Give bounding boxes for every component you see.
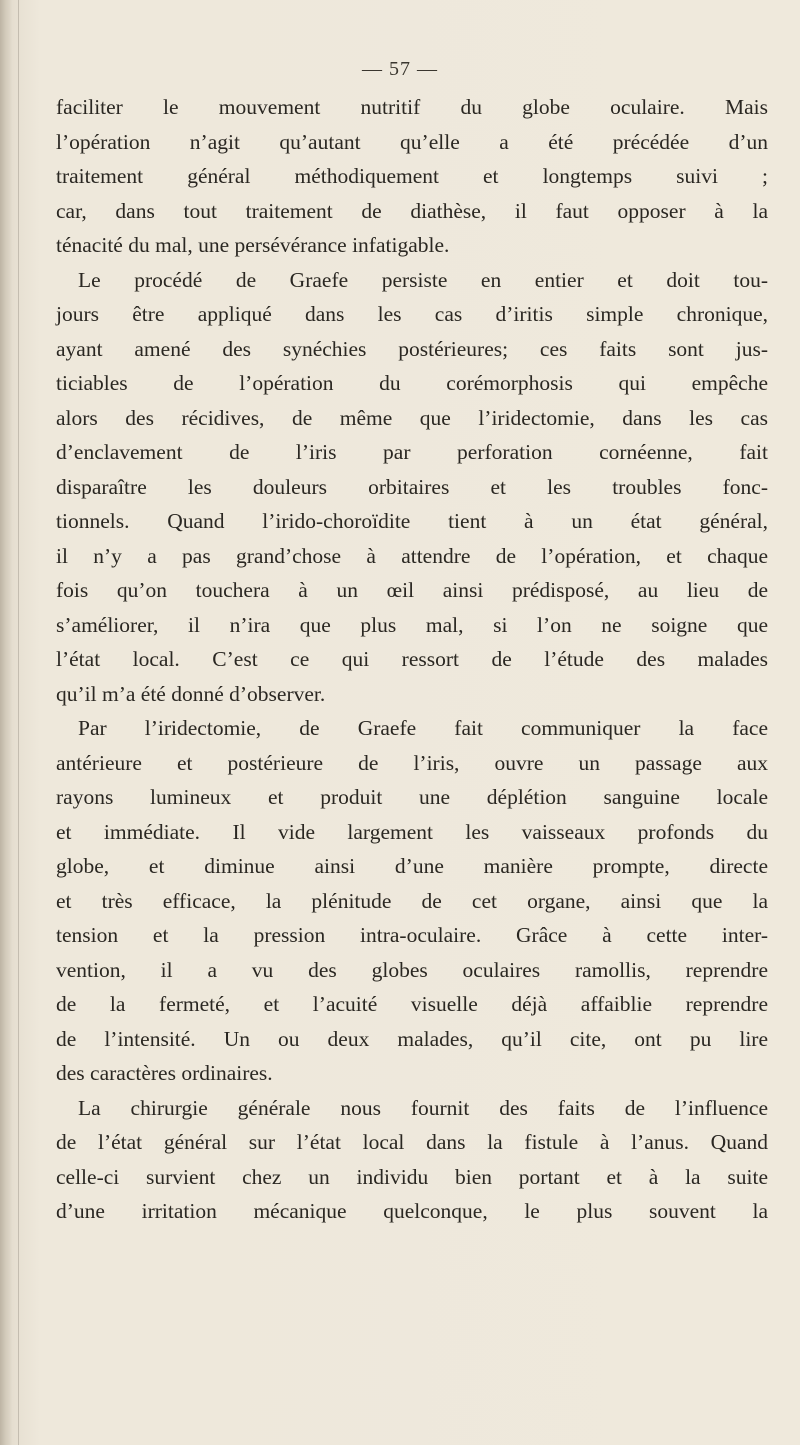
text-line: d’enclavement de l’iris par perforation cornéenne, fait xyxy=(56,440,768,464)
text-line: tension et la pression intra-oculaire. Grâce à cette inter- xyxy=(56,923,768,947)
text-line: des caractères ordinaires. xyxy=(56,1061,273,1085)
text-line: tionnels. Quand l’irido-choroïdite tient à un état général, xyxy=(56,509,768,533)
text-line: et immédiate. Il vide largement les vaisseaux profonds du xyxy=(56,819,768,844)
text-line: alors des récidives, de même que l’iridectomie, dans les cas xyxy=(56,405,768,430)
text-line: car, dans tout traitement de diathèse, il faut opposer à la xyxy=(56,198,768,223)
text-line: jours être appliqué dans les cas d’iritis simple chronique, xyxy=(56,302,768,326)
page-number: — 57 — xyxy=(362,58,438,80)
text-line: ténacité du mal, une persévérance infatigable. xyxy=(56,233,450,257)
text-line: ticiables de l’opération du corémorphosis qui empêche xyxy=(56,371,768,395)
text-line: l’opération n’agit qu’autant qu’elle a été précédée d’un xyxy=(56,129,768,154)
text-line: vention, il a vu des globes oculaires ramollis, reprendre xyxy=(56,957,768,982)
body-text xyxy=(56,90,768,1229)
text-line: celle-ci survient chez un individu bien portant et à la suite xyxy=(56,1164,768,1189)
text-line: de la fermeté, et l’acuité visuelle déjà affaiblie reprendre xyxy=(56,992,768,1016)
text-line: La chirurgie générale nous fournit des faits de l’influence xyxy=(78,1095,768,1120)
text-line: disparaître les douleurs orbitaires et les troubles fonc- xyxy=(56,474,768,499)
text-line: traitement général méthodiquement et longtemps suivi ; xyxy=(56,164,768,188)
text-line: de l’intensité. Un ou deux malades, qu’il cite, ont pu lire xyxy=(56,1026,768,1051)
text-line: fois qu’on touchera à un œil ainsi prédisposé, au lieu de xyxy=(56,578,768,602)
text-line: de l’état général sur l’état local dans la fistule à l’anus. Quand xyxy=(56,1130,768,1154)
text-line: antérieure et postérieure de l’iris, ouvre un passage aux xyxy=(56,750,768,775)
page-binding-edge xyxy=(0,0,12,1445)
text-line: qu’il m’a été donné d’observer. xyxy=(56,681,326,706)
text-line: l’état local. C’est ce qui ressort de l’étude des malades xyxy=(56,647,768,671)
text-line: et très efficace, la plénitude de cet organe, ainsi que la xyxy=(56,888,768,913)
text-line: globe, et diminue ainsi d’une manière prompte, directe xyxy=(56,854,768,878)
text-line: Le procédé de Graefe persiste en entier et doit tou- xyxy=(78,267,768,292)
text-line: ayant amené des synéchies postérieures; ces faits sont jus- xyxy=(56,336,768,361)
text-line: faciliter le mouvement nutritif du globe oculaire. Mais xyxy=(56,95,768,119)
text-line: Par l’iridectomie, de Graefe fait communiquer la face xyxy=(78,716,768,740)
text-line: s’améliorer, il n’ira que plus mal, si l’on ne soigne que xyxy=(56,612,768,637)
gutter-line xyxy=(18,0,19,1445)
text-line: rayons lumineux et produit une déplétion sanguine locale xyxy=(56,785,768,809)
text-line: il n’y a pas grand’chose à attendre de l’opération, et chaque xyxy=(56,543,768,568)
text-line: d’une irritation mécanique quelconque, le plus souvent la xyxy=(56,1199,768,1223)
